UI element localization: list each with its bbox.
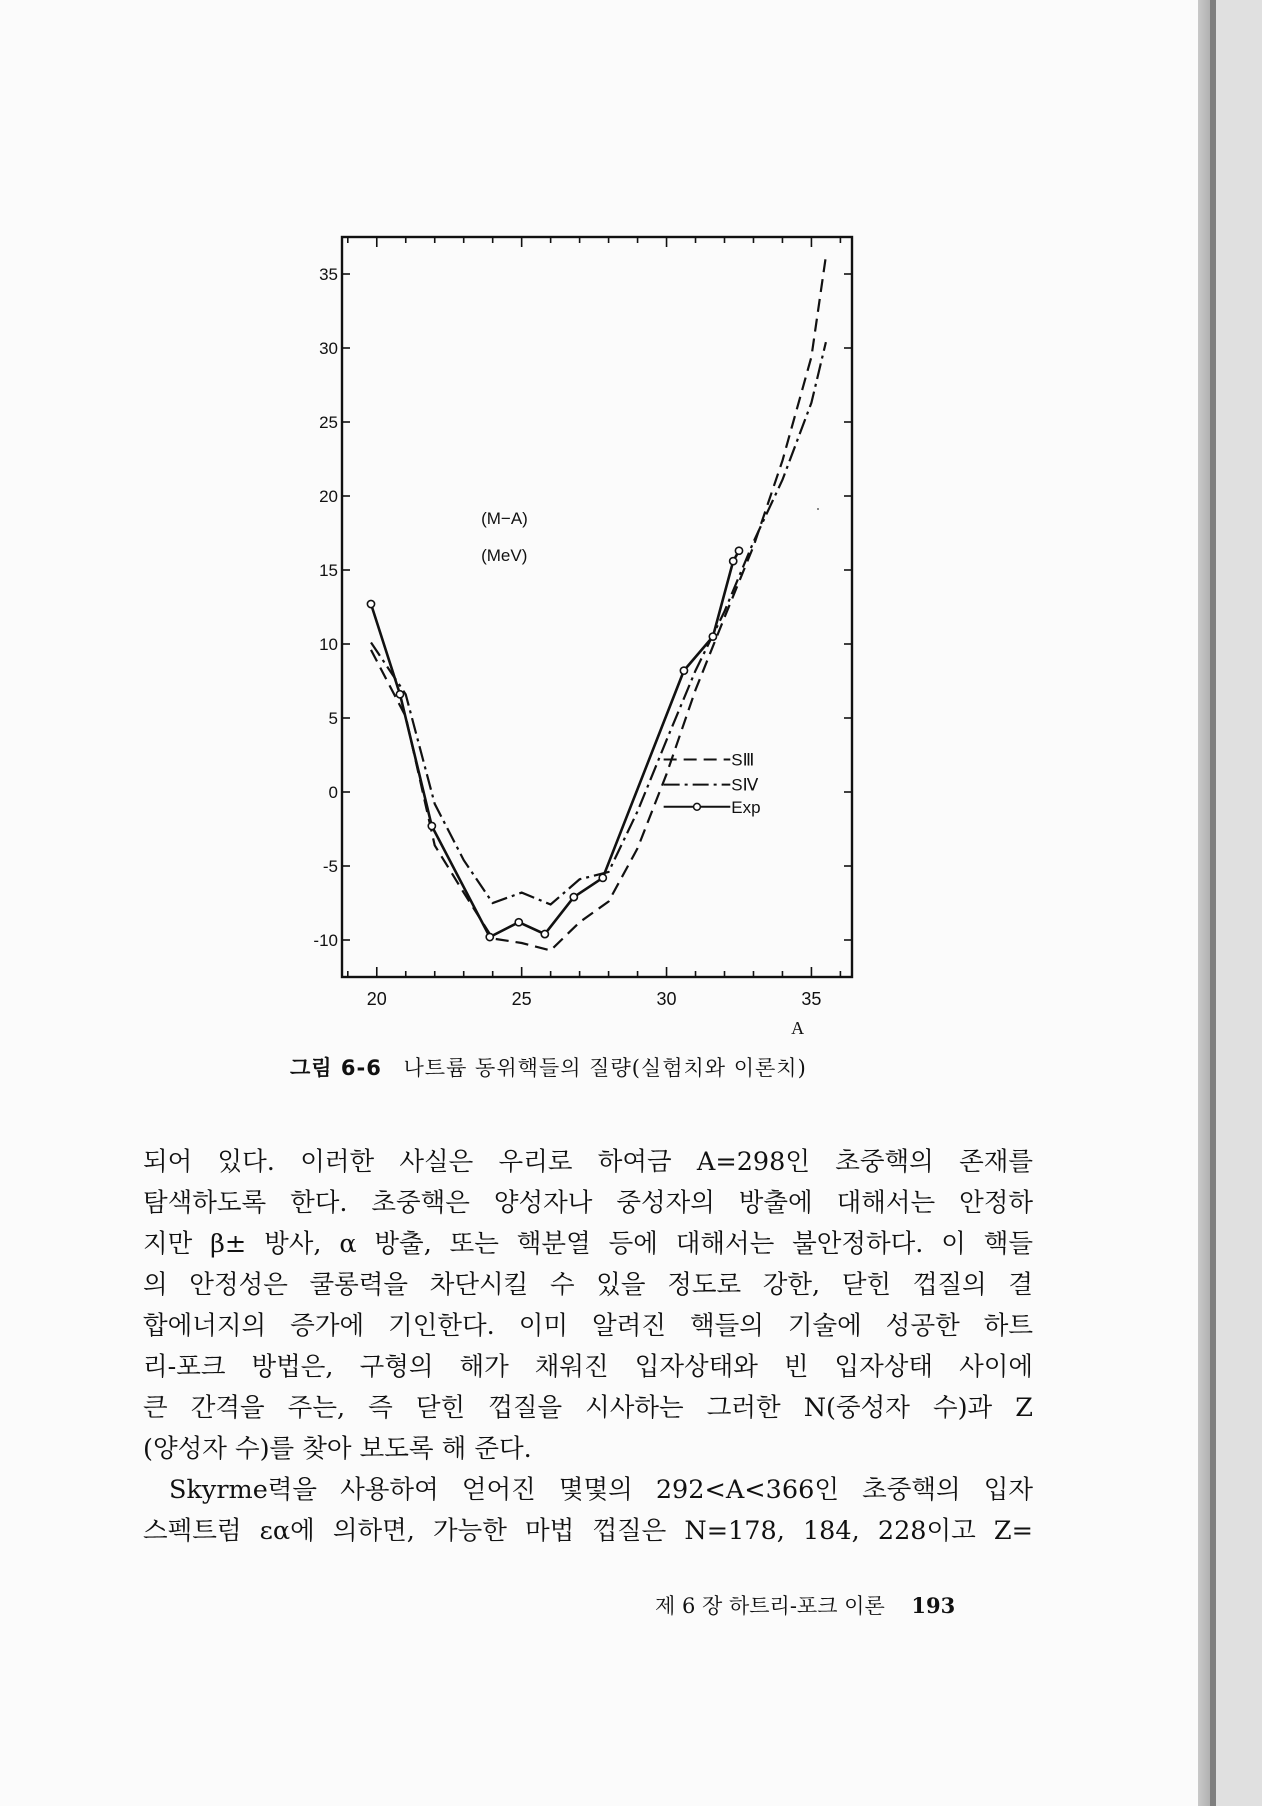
data-point: [396, 691, 403, 698]
y-axis-unit: (MeV): [481, 546, 528, 566]
data-point: [515, 919, 522, 926]
data-point: [680, 667, 687, 674]
running-chapter-title: 제 6 장 하트리-포크 이론: [655, 1594, 885, 1618]
data-point: [599, 874, 606, 881]
y-tick-label: 15: [319, 561, 338, 580]
mass-chart: [295, 225, 875, 1038]
text-line: 스펙트럼 εα에 의하면, 가능한 마법 껍질은 N=178, 184, 228이고 Z=: [143, 1516, 1033, 1546]
series-line-sⅲ: [371, 256, 826, 950]
text-line: 탐색하도록 한다. 초중핵은 양성자나 중성자의 방출에 대해서는 안정하: [143, 1188, 1033, 1218]
text-line: 되어 있다. 이러한 사실은 우리로 하여금 A=298인 초중핵의 존재를: [143, 1147, 1033, 1177]
chart-legend: [664, 750, 761, 816]
axis-ticks: [313, 237, 852, 1009]
x-tick-label: 20: [366, 989, 387, 1009]
y-tick-label: 10: [319, 635, 338, 654]
figure-caption: [290, 1052, 910, 1082]
figure-caption-text: 나트륨 동위핵들의 질량(실험치와 이론치): [403, 1056, 807, 1080]
series-line-exp: [371, 551, 739, 937]
x-tick-label: 35: [801, 989, 822, 1009]
y-tick-label: 0: [328, 783, 338, 802]
legend-label: SⅢ: [731, 750, 755, 770]
plot-border: [342, 237, 852, 977]
y-tick-label: 25: [319, 413, 338, 432]
data-point: [735, 547, 742, 554]
y-tick-label: 20: [319, 487, 338, 506]
x-tick-label: 30: [656, 989, 677, 1009]
data-point: [486, 933, 493, 940]
chart-frame: [342, 237, 852, 977]
legend-marker: [694, 803, 701, 810]
data-point: [367, 600, 374, 607]
data-point: [428, 822, 435, 829]
text-line: 큰 간격을 주는, 즉 닫힌 껍질을 시사하는 그러한 N(중성자 수)과 Z: [143, 1393, 1033, 1423]
x-axis-label: A: [791, 1018, 805, 1038]
y-tick-label: -10: [313, 931, 338, 950]
series-line-sⅳ: [371, 342, 826, 904]
figure-number: 그림 6-6: [290, 1056, 382, 1080]
text-line: 지만 β± 방사, α 방출, 또는 핵분열 등에 대해서는 불안정하다. 이 핵들: [143, 1229, 1033, 1259]
y-tick-label: -5: [322, 857, 338, 876]
data-point: [570, 893, 577, 900]
background-margin: [1216, 0, 1262, 1806]
text-line: 의 안정성은 쿨롱력을 차단시킬 수 있을 정도로 강한, 닫힌 껍질의 결: [143, 1270, 1033, 1300]
y-axis-label: (M−A): [481, 509, 528, 529]
legend-label: SⅣ: [731, 775, 759, 795]
body-text: [143, 1142, 1033, 1552]
page-number: 193: [911, 1593, 956, 1618]
y-tick-label: 5: [328, 709, 338, 728]
y-tick-label: 35: [319, 265, 338, 284]
x-tick-label: 25: [511, 989, 532, 1009]
text-line: 리-포크 방법은, 구형의 해가 채워진 입자상태와 빈 입자상태 사이에: [143, 1352, 1033, 1382]
y-tick-label: 30: [319, 339, 338, 358]
page-footer: [655, 1590, 955, 1620]
data-point: [541, 930, 548, 937]
text-line: (양성자 수)를 찾아 보도록 해 준다.: [143, 1434, 532, 1464]
legend-label: Exp: [731, 797, 761, 817]
text-line: 합에너지의 증가에 기인한다. 이미 알려진 핵들의 기술에 성공한 하트: [143, 1311, 1033, 1341]
text-line: Skyrme력을 사용하여 얻어진 몇몇의 292<A<366인 초중핵의 입자: [169, 1475, 1033, 1505]
chart-series: [367, 256, 826, 950]
data-point: [709, 633, 716, 640]
data-point: [730, 558, 737, 565]
